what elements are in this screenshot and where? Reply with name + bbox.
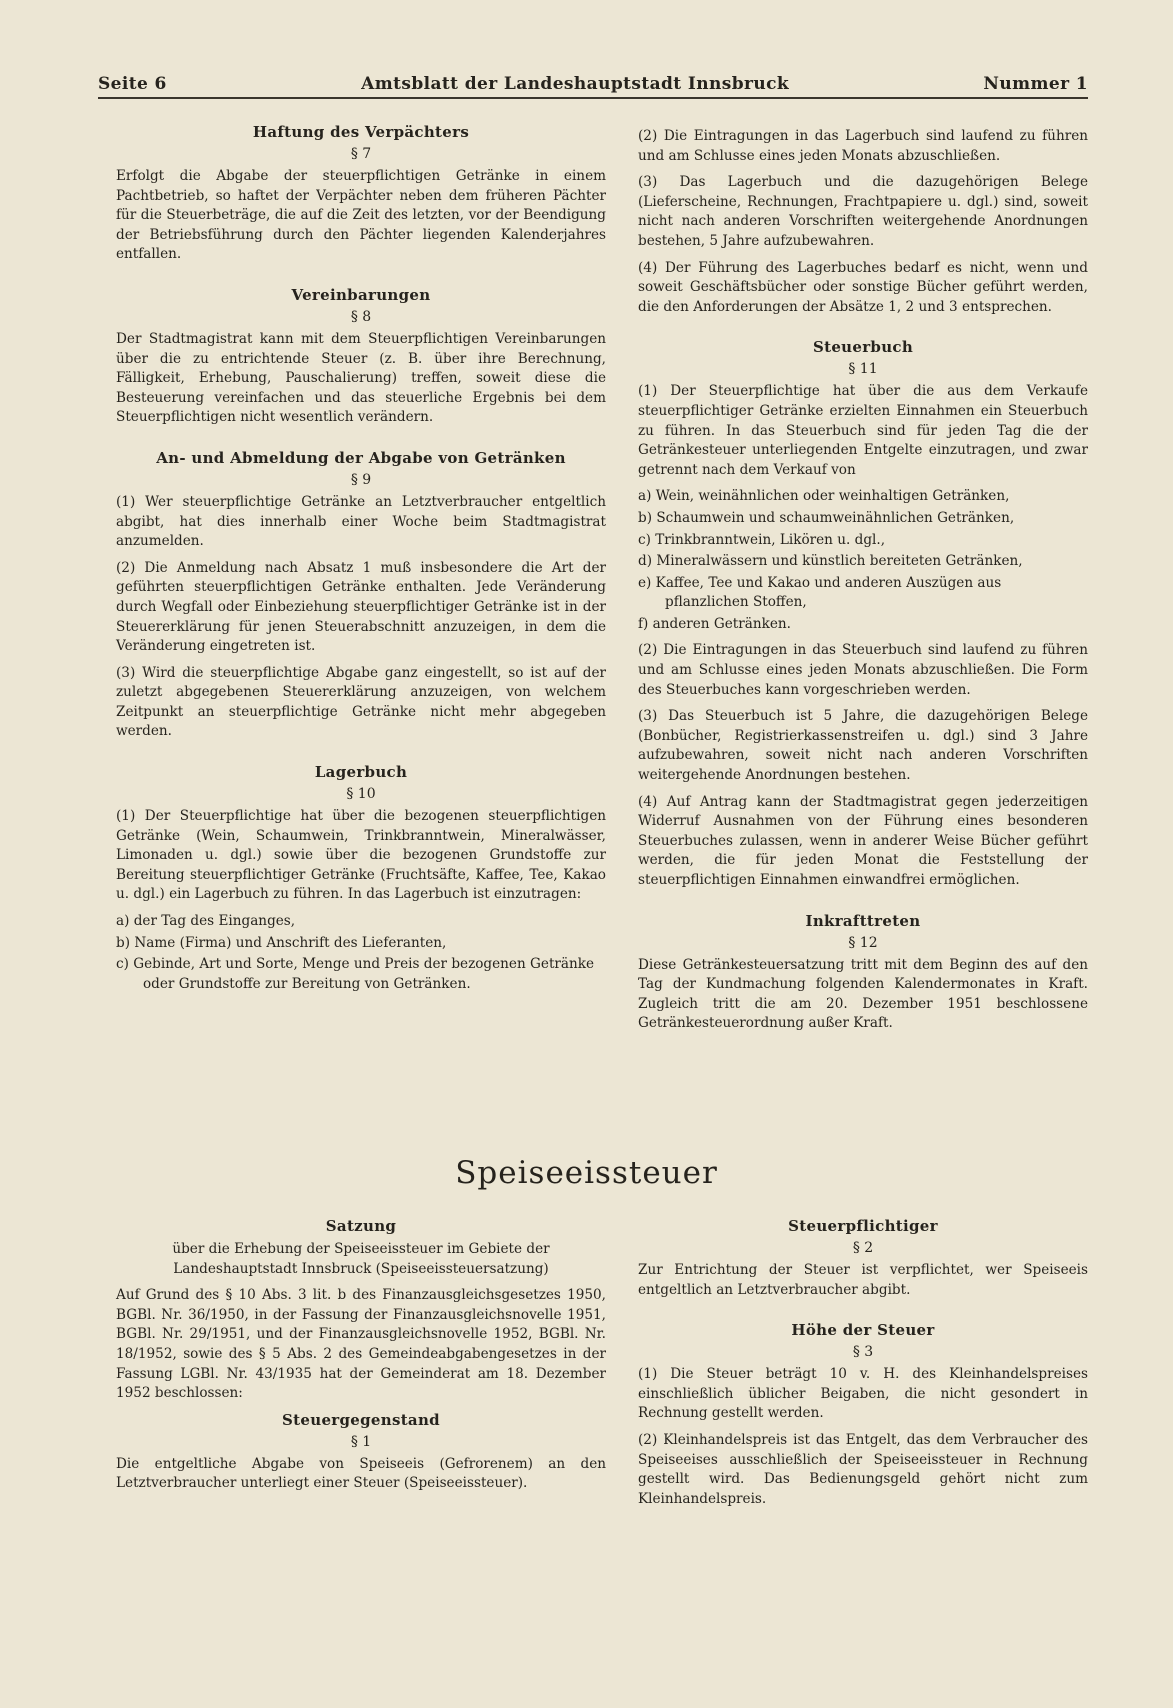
list-item: d) Mineralwässern und künstlich bereiteten Getränken,	[638, 553, 1023, 570]
list-item: a) Wein, weinähnlichen oder weinhaltigen Getränken,	[638, 488, 1010, 505]
section-1-number: § 1	[350, 1433, 372, 1450]
section-7-number: § 7	[350, 146, 372, 162]
lower-right-column	[638, 1217, 1088, 1516]
satzung-heading: Satzung	[325, 1217, 397, 1235]
section-12-number: § 12	[848, 934, 878, 951]
section-11-list	[638, 487, 1088, 634]
header-rule	[98, 97, 1088, 99]
section-10-para-3: (3) Das Lagerbuch und die dazugehörigen Belege (Lieferscheine, Rechnungen, Frachtpapiere u. dgl.) sind, soweit nicht nach anderen Vorschriften weitergehende Anordnungen bestehen, 5 Jahre aufzubewahren.	[638, 174, 1088, 249]
section-9-number: § 9	[350, 471, 372, 488]
section-10-list	[116, 912, 606, 994]
issue-number: Nummer 1	[983, 74, 1088, 94]
section-12-text: Diese Getränkesteuersatzung tritt mit dem Beginn des auf den Tag der Kundmachung folgenden Kalendermonates in Kraft. Zugleich tritt die am 20. Dezember 1951 beschlossene Getränkesteuerordnung außer Kraft.	[638, 956, 1088, 1032]
publication-title: Amtsblatt der Landeshauptstadt Innsbruck	[361, 74, 790, 94]
section-1-text: Die entgeltliche Abgabe von Speiseeis (Gefrorenem) an den Letztverbraucher unterliegt einer Steuer (Speiseeissteuer).	[116, 1455, 606, 1492]
list-item: b) Name (Firma) und Anschrift des Lieferanten,	[116, 934, 447, 951]
page-number: Seite 6	[98, 74, 167, 94]
upper-right-column	[638, 127, 1088, 1041]
section-12-heading: Inkrafttreten	[805, 911, 921, 930]
satzung-preamble: Auf Grund des § 10 Abs. 3 lit. b des Finanzausgleichsgesetzes 1950, BGBl. Nr. 36/1950, in der Fassung der Finanzausgleichsnovelle 1951, BGBl. Nr. 29/1951, und der Finanzausgleichsnovelle 1952, BGBl. Nr. 18/1952, sowie des § 5 Abs. 2 des Gemeindeabgabengesetzes in der Fassung LGBl. Nr. 43/1935 hat der Gemeinderat am 18. Dezember 1952 beschlossen:	[116, 1287, 606, 1402]
list-item: c) Gebinde, Art und Sorte, Menge und Preis der bezogenen Getränke oder Grundstoffe zur Bereitung von Getränken.	[116, 956, 595, 992]
list-item: b) Schaumwein und schaumweinähnlichen Getränken,	[638, 509, 1015, 526]
section-9-heading: An- und Abmeldung der Abgabe von Getränken	[156, 448, 566, 467]
section-3-para-1: (1) Die Steuer beträgt 10 v. H. des Kleinhandelspreises einschließlich üblicher Beigaben, die nicht gesondert in Rechnung gestellt werden.	[638, 1366, 1088, 1422]
section-11-heading: Steuerbuch	[812, 338, 914, 357]
section-10-para-1: (1) Der Steuerpflichtige hat über die bezogenen steuerpflichtigen Getränke (Wein, Schaumwein, Trinkbranntwein, Mineralwässer, Limonaden u. dgl.) sowie über die bezogenen Grundstoffe zur Bereitung steuerpflichtiger Getränke (Fruchtsäfte, Kaffee, Tee, Kakao u. dgl.) ein Lagerbuch zu führen. In das Lagerbuch ist einzutragen:	[116, 808, 606, 903]
section-3-heading: Höhe der Steuer	[791, 1321, 935, 1340]
section-11-para-3: (3) Das Steuerbuch ist 5 Jahre, die dazugehörigen Belege (Bonbücher, Registrierkassenstreifen u. dgl.) sind 3 Jahre aufzubewahren, soweit nicht nach anderen Vorschriften weitergehende Anordnungen bestehen.	[638, 708, 1088, 784]
list-item: f) anderen Getränken.	[638, 615, 791, 632]
section-7-heading: Haftung des Verpächters	[252, 123, 470, 141]
section-2-text: Zur Entrichtung der Steuer ist verpflichtet, wer Speiseeis entgeltlich an Letztverbraucher abgibt.	[638, 1262, 1088, 1298]
section-9-para-2: (2) Die Anmeldung nach Absatz 1 muß insbesondere die Art der geführten steuerpflichtigen Getränke enthalten. Jede Veränderung durch Wegfall oder Einbeziehung steuerpflichtiger Getränke ist in der Steuererklärung für jenen Steuerabschnitt anzuzeigen, in dem die Veränderung eingetreten ist.	[116, 559, 606, 655]
section-2-number: § 2	[852, 1240, 874, 1256]
list-item: e) Kaffee, Tee und Kakao und anderen Auszügen aus pflanzlichen Stoffen,	[638, 574, 1002, 611]
section-7-text: Erfolgt die Abgabe der steuerpflichtigen Getränke in einem Pachtbetrieb, so haftet der Verpächter neben dem früheren Pächter für die Steuerbeträge, die auf die Zeit des letzten, vor der Beendigung der Betriebsführung durch den Pächter liegenden Kalenderjahres entfallen.	[116, 168, 606, 263]
section-10-para-2: (2) Die Eintragungen in das Lagerbuch sind laufend zu führen und am Schlusse eines jeden Monats abzuschließen.	[638, 128, 1088, 164]
satzung-subtitle: über die Erhebung der Speiseeissteuer im Gebiete der Landeshauptstadt Innsbruck (Speiseeissteuersatzung)	[172, 1241, 550, 1277]
section-10-heading: Lagerbuch	[314, 763, 408, 782]
lower-left-column	[116, 1217, 606, 1501]
section-8-heading: Vereinbarungen	[291, 285, 431, 304]
section-9-para-1: (1) Wer steuerpflichtige Getränke an Letztverbraucher entgeltlich abgibt, hat dies innerhalb einer Woche beim Stadtmagistrat anzumelden.	[116, 493, 606, 550]
section-10-number: § 10	[346, 786, 376, 803]
section-3-para-2: (2) Kleinhandelspreis ist das Entgelt, das dem Verbraucher des Speiseeises ausschließlich der Speiseeissteuer in Rechnung gestellt wird. Das Bedienungsgeld gehört nicht zum Kleinhandelspreis.	[638, 1431, 1088, 1507]
section-11-para-1: (1) Der Steuerpflichtige hat über die aus dem Verkaufe steuerpflichtiger Getränke erzielten Einnahmen ein Steuerbuch zu führen. In das Steuerbuch sind für jeden Tag die der Getränkesteuer unterliegenden Entgelte einzutragen, und zwar getrennt nach dem Verkauf von	[638, 383, 1088, 478]
page-header	[98, 66, 1088, 94]
upper-left-column	[116, 123, 606, 1001]
section-9-para-3: (3) Wird die steuerpflichtige Abgabe ganz eingestellt, so ist auf der zuletzt abgegebenen Steuererklärung anzuzeigen, von welchem Zeitpunkt an steuerpflichtige Getränke nicht mehr abgegeben werden.	[116, 664, 606, 740]
section-8-text: Der Stadtmagistrat kann mit dem Steuerpflichtigen Vereinbarungen über die zu entrichtende Steuer (z. B. über ihre Berechnung, Fälligkeit, Erhebung, Pauschalierung) treffen, soweit diese die Besteuerung vereinfachen und das steuerliche Ergebnis bei dem Steuerpflichtigen nicht wesentlich verändern.	[116, 330, 606, 426]
section-11-para-2: (2) Die Eintragungen in das Steuerbuch sind laufend zu führen und am Schlusse eines jeden Monats abzuschließen. Die Form des Steuerbuches kann vorgeschrieben werden.	[638, 642, 1088, 698]
section-10-para-4: (4) Der Führung des Lagerbuches bedarf es nicht, wenn und soweit Geschäftsbücher oder sonstige Bücher geführt werden, die den Anforderungen der Absätze 1, 2 und 3 entsprechen.	[638, 259, 1088, 315]
list-item: c) Trinkbranntwein, Likören u. dgl.,	[638, 531, 886, 548]
section-11-para-4: (4) Auf Antrag kann der Stadtmagistrat gegen jederzeitigen Widerruf Ausnahmen von der Führung eines besonderen Steuerbuches zulassen, wenn in anderer Weise Bücher geführt werden, die für jeden Monat die Feststellung der steuerpflichtigen Einnahmen einwandfrei ermöglichen.	[638, 793, 1088, 888]
section-11-number: § 11	[848, 361, 878, 378]
section-2-heading: Steuerpflichtiger	[788, 1217, 938, 1235]
section-3-number: § 3	[852, 1344, 874, 1361]
list-item: a) der Tag des Einganges,	[116, 913, 296, 930]
section-8-number: § 8	[350, 308, 372, 325]
speiseeissteuer-title: Speiseeissteuer	[455, 1155, 718, 1191]
section-1-heading: Steuergegenstand	[282, 1410, 440, 1429]
